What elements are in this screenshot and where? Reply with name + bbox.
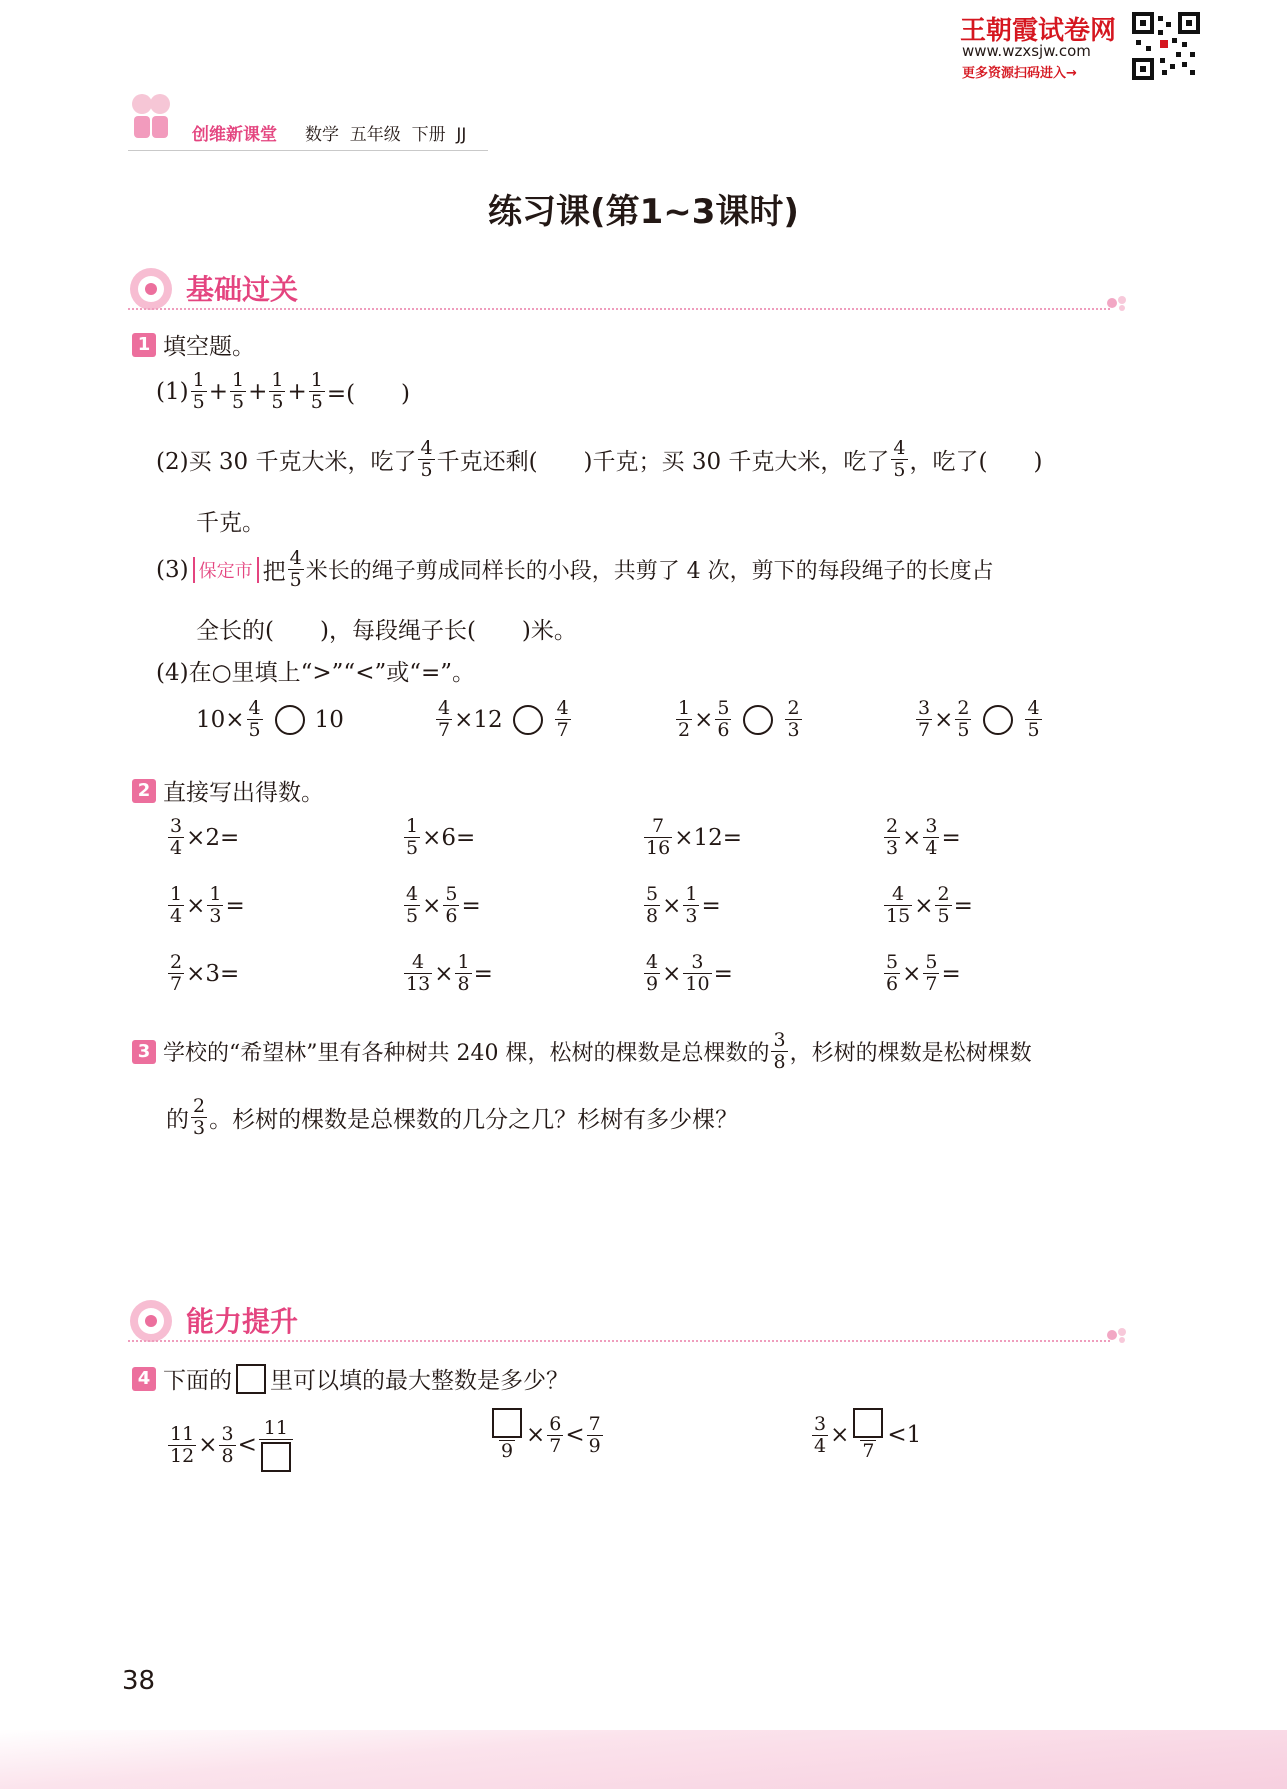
fraction: $\frac{2}{5}$	[957, 697, 970, 741]
calc-item[interactable]: $\frac{4}{9}$ × $\frac{3}{10}$ =	[646, 951, 733, 995]
q1-part2-text: (2)买 30 千克大米，吃了	[156, 449, 417, 475]
q1-part1-label: (1)	[156, 378, 189, 405]
calc-item[interactable]: $\frac{4}{5}$ × $\frac{5}{6}$ =	[406, 883, 481, 927]
q3-number: 3	[132, 1040, 156, 1064]
compare-circle[interactable]	[513, 705, 543, 735]
blank-box[interactable]	[492, 1408, 522, 1438]
fraction: 9	[490, 1408, 524, 1462]
fraction: $\frac{2}{3}$	[787, 697, 800, 741]
q2-prompt: 直接写出得数。	[163, 780, 324, 806]
fraction: $\frac{6}{7}$	[549, 1412, 562, 1457]
calc-item[interactable]: $\frac{2}{3}$ × $\frac{3}{4}$ =	[886, 815, 961, 859]
header-rule	[128, 150, 488, 151]
fraction: 7	[851, 1408, 885, 1462]
q1-part1: (1) $\frac{1}{5}$ + $\frac{1}{5}$ + $\frac{1}{5}$ + $\frac{1}{5}$ =( )	[156, 369, 411, 413]
inequality-item: $\frac{11}{12}$ × $\frac{3}{8}$ < 11	[166, 1418, 295, 1472]
compare-circle[interactable]	[275, 705, 305, 735]
fraction: $\frac{1}{5}$	[231, 369, 245, 413]
fraction: $\frac{2}{3}$	[193, 1095, 206, 1139]
fraction: $\frac{3}{8}$	[221, 1422, 234, 1467]
compare-circle[interactable]	[983, 705, 1013, 735]
q3-answer-area[interactable]	[166, 1150, 1126, 1270]
fraction: $\frac{1}{5}$	[310, 369, 323, 413]
fraction: $\frac{4}{5}$	[248, 697, 261, 741]
compare-item	[434, 698, 573, 741]
compare-text: ×12	[454, 706, 503, 733]
q3-text: 的	[166, 1107, 189, 1133]
fraction: $\frac{4}{7}$	[438, 697, 451, 741]
fraction: $\frac{4}{7}$	[556, 697, 569, 741]
q3-text: ，杉树的棵数是松树棵数	[789, 1041, 1032, 1066]
blank-box[interactable]	[853, 1408, 883, 1438]
fraction: $\frac{3}{7}$	[918, 697, 931, 741]
section-basic-title: 基础过关	[186, 273, 299, 306]
fraction: $\frac{4}{5}$	[1027, 697, 1040, 741]
inequality-item: 9 × $\frac{6}{7}$ < $\frac{7}{9}$	[488, 1408, 605, 1462]
compare-text: 10×	[196, 706, 245, 733]
site-hint: 更多资源扫码进入→	[962, 66, 1077, 81]
q4-text: 下面的	[163, 1368, 232, 1394]
q4-text: 里可以填的最大整数是多少？	[270, 1368, 569, 1394]
section-icon	[128, 266, 176, 312]
q1-part2	[156, 438, 1042, 481]
compare-text: 10	[314, 706, 344, 733]
q1-number: 1	[132, 333, 156, 357]
q1-part2-line2: 千克。	[196, 510, 265, 536]
header-brand: 创维新课堂	[192, 125, 277, 145]
q3-text: 。杉树的棵数是总棵数的几分之几？杉树有多少棵？	[209, 1107, 739, 1133]
q2-heading	[132, 774, 324, 807]
calc-item[interactable]: $\frac{2}{7}$ ×3=	[170, 951, 240, 995]
header-book: 数学 五年级 下册 JJ	[305, 125, 467, 145]
inequality-item: $\frac{3}{4}$ × 7 <1	[810, 1408, 921, 1462]
blank-box[interactable]	[261, 1442, 291, 1472]
q4-heading	[132, 1362, 569, 1395]
calc-item[interactable]: $\frac{1}{4}$ × $\frac{1}{3}$ =	[170, 883, 245, 927]
q1-part3-text: 把	[262, 559, 286, 585]
site-name: 王朝霞试卷网	[960, 16, 1117, 46]
compare-text: ×	[934, 706, 954, 733]
calc-item[interactable]: $\frac{4}{15}$ × $\frac{2}{5}$ =	[886, 883, 973, 927]
blank-box	[236, 1364, 266, 1394]
fraction: $\frac{1}{2}$	[678, 697, 691, 741]
site-url[interactable]: www.wzxsjw.com	[962, 42, 1091, 60]
compare-item	[914, 698, 1044, 741]
fraction: $\frac{11}{12}$	[170, 1422, 195, 1467]
fraction: $\frac{1}{5}$	[271, 369, 284, 413]
bottom-band	[0, 1730, 1287, 1789]
compare-item	[196, 698, 344, 741]
section-divider	[128, 308, 1110, 310]
q1-prompt: 填空题。	[163, 334, 255, 360]
q1-part3-label: (3)	[156, 556, 189, 583]
fraction: $\frac{4}{5}$	[289, 547, 302, 591]
fraction: $\frac{4}{5}$	[420, 437, 433, 481]
answer-blank[interactable]: ，吃了( )	[909, 449, 1043, 475]
page-title: 练习课(第1~3课时)	[488, 192, 799, 232]
fraction: 11	[259, 1418, 293, 1472]
calc-item[interactable]: $\frac{3}{4}$ ×2=	[170, 815, 240, 859]
fraction: $\frac{7}{9}$	[588, 1412, 601, 1457]
q2-number: 2	[132, 779, 156, 803]
fraction: $\frac{1}{5}$	[192, 369, 205, 413]
q1-part3	[156, 548, 994, 591]
compare-text: ×	[694, 706, 714, 733]
q1-part2-text[interactable]: 千克还剩( )千克；买 30 千克大米，吃了	[436, 449, 890, 475]
qr-code-icon[interactable]	[1132, 12, 1200, 80]
fraction: $\frac{5}{6}$	[717, 697, 730, 741]
q1-part4: (4)在○里填上“>”“<”或“=”。	[156, 660, 476, 686]
q1-part3-line2[interactable]: 全长的( )，每段绳子长( )米。	[196, 618, 577, 644]
region-tag: 保定市	[193, 557, 259, 583]
fraction: $\frac{3}{4}$	[814, 1412, 827, 1457]
compare-item	[674, 698, 804, 741]
q4-number: 4	[132, 1367, 156, 1391]
q3-line2	[166, 1096, 738, 1139]
calc-item[interactable]: $\frac{4}{13}$ × $\frac{1}{8}$ =	[406, 951, 493, 995]
decor-dots-icon	[1104, 294, 1130, 312]
calc-item[interactable]: $\frac{7}{16}$ ×12=	[646, 815, 742, 859]
q3-line1	[132, 1030, 1032, 1073]
q1-heading	[132, 328, 255, 361]
page-number: 38	[122, 1666, 156, 1696]
calc-item[interactable]: $\frac{1}{5}$ ×6=	[406, 815, 476, 859]
compare-circle[interactable]	[743, 705, 773, 735]
section-divider	[128, 1340, 1110, 1342]
q1-part3-text: 米长的绳子剪成同样长的小段，共剪了 4 次，剪下的每段绳子的长度占	[305, 559, 994, 584]
fraction: $\frac{4}{5}$	[893, 437, 906, 481]
section-icon	[128, 1298, 176, 1344]
calc-item[interactable]: $\frac{5}{6}$ × $\frac{5}{7}$ =	[886, 951, 961, 995]
q3-text: 学校的“希望林”里有各种树共 240 棵，松树的棵数是总棵数的	[163, 1041, 770, 1066]
decor-dots-icon	[1104, 1326, 1130, 1344]
section-advance-title: 能力提升	[186, 1305, 299, 1338]
calc-item[interactable]: $\frac{5}{8}$ × $\frac{1}{3}$ =	[646, 883, 721, 927]
header-logo	[128, 90, 174, 148]
answer-blank[interactable]: =( )	[326, 381, 411, 407]
fraction: $\frac{3}{8}$	[773, 1029, 786, 1073]
